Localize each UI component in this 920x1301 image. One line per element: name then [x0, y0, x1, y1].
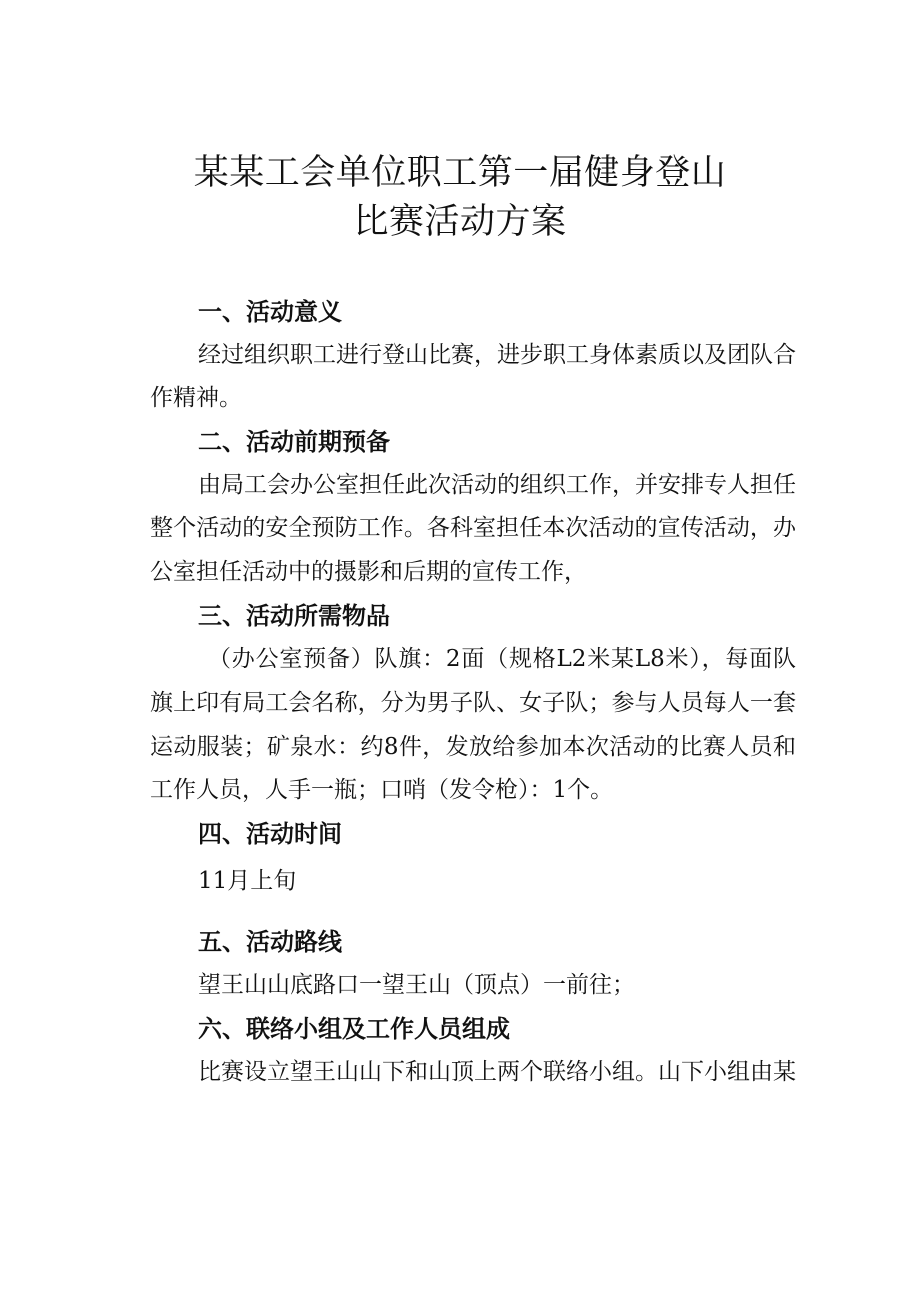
- paragraph-line: 由局工会办公室担任此次活动的组织工作，并安排专人担任: [198, 472, 796, 498]
- paragraph-line: 11月上旬: [198, 868, 297, 894]
- document-title-line-2: 比赛活动方案: [353, 202, 567, 242]
- section-heading-contact-groups: 六、联络小组及工作人员组成: [198, 1015, 510, 1043]
- section-heading-route: 五、活动路线: [198, 928, 342, 956]
- paragraph-line: 望王山山底路口一望王山（顶点）一前往；: [198, 972, 635, 998]
- paragraph-line: 旗上印有局工会名称，分为男子队、女子队；参与人员每人一套: [150, 690, 796, 716]
- paragraph-line: 作精神。: [150, 385, 242, 411]
- document-title-line-1: 某某工会单位职工第一届健身登山: [193, 153, 727, 193]
- paragraph-line: 公室担任活动中的摄影和后期的宣传工作，: [150, 559, 587, 585]
- paragraph-line: 比赛设立望王山山下和山顶上两个联络小组。山下小组由某: [198, 1059, 796, 1085]
- section-heading-preparation: 二、活动前期预备: [198, 428, 390, 456]
- paragraph-line: 工作人员，人手一瓶；口哨（发令枪）：1个。: [150, 777, 614, 803]
- section-heading-significance: 一、活动意义: [198, 298, 342, 326]
- paragraph-line: 运动服装；矿泉水：约8件，发放给参加本次活动的比赛人员和: [150, 734, 796, 760]
- section-heading-supplies: 三、活动所需物品: [198, 602, 390, 630]
- paragraph-line: （办公室预备）队旗：2面（规格L2米某L8米），每面队: [208, 646, 796, 672]
- paragraph-line: 经过组织职工进行登山比赛，进步职工身体素质以及团队合: [198, 342, 796, 368]
- section-heading-time: 四、活动时间: [198, 820, 342, 848]
- paragraph-line: 整个活动的安全预防工作。各科室担任本次活动的宣传活动，办: [150, 515, 796, 541]
